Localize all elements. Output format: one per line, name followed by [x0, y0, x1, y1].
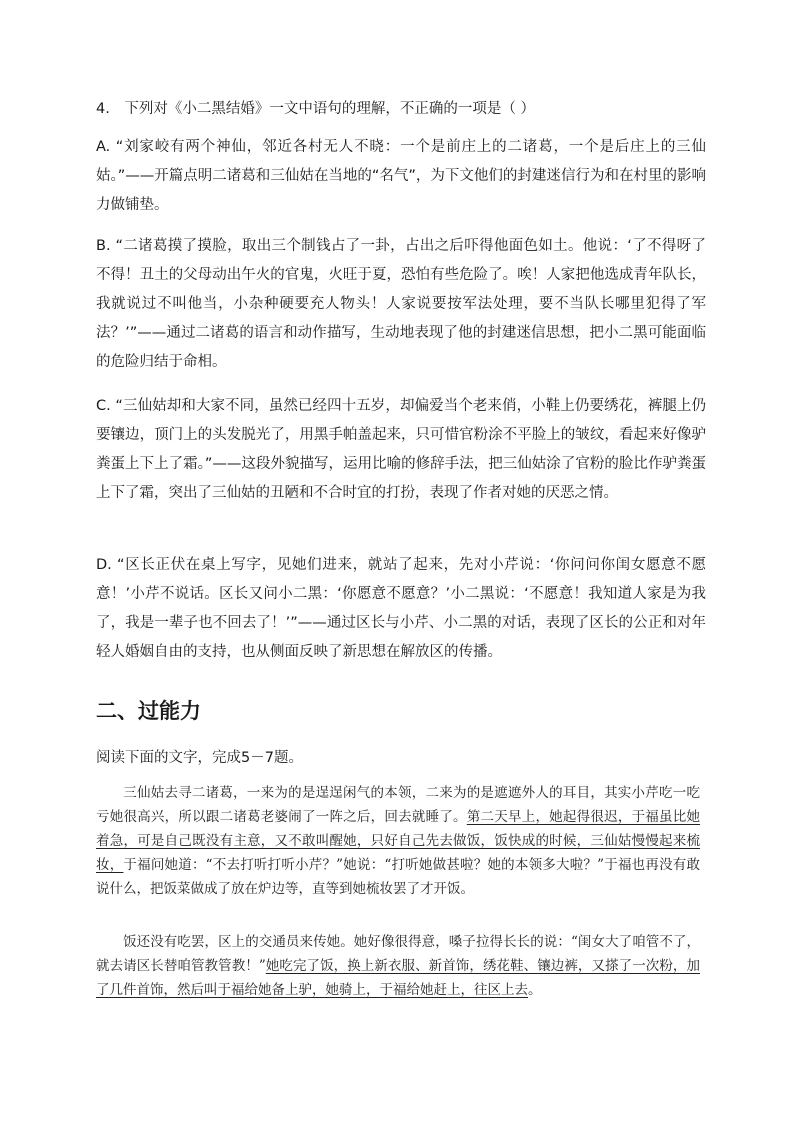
- underlined-text: 她吃完了饭，换上新衣服、新首饰，绣花鞋、镶边裤，又搽了一次粉，加了几件首饰，然后叫于福给她备上驴，她骑上，于福给她赶上，往区上去: [96, 958, 700, 998]
- section-heading: 二、过能力: [96, 699, 201, 723]
- passage-text: 饭还没有吃罢，区上的交通员来传她。她好像很得意，嗓子拉得长长的说：“闺女大了咱管不了，就去请区长替咱管教管教！”: [96, 934, 700, 974]
- option-b: B. “二诸葛摸了摸脸，取出三个制钱占了一卦，占出之后吓得他面色如土。他说：‘了不得呀了不得！丑土的父母动出午火的官鬼，火旺于夏，恐怕有些危险了。唉！人家把他选成青年队长，我就说过不叫他当，小杂种硬要充人物头！人家说要按军法处理，要不当队长哪里犯得了军法？’”——通过二诸葛的语言和动作描写，生动地表现了他的封建迷信思想，把小二黑可能面临的危险归结于命相。: [96, 238, 706, 370]
- option-c: C. “三仙姑却和大家不同，虽然已经四十五岁，却偏爱当个老来俏，小鞋上仍要绣花，裤腿上仍要镶边，顶门上的头发脱光了，用黑手帕盖起来，只可惜官粉涂不平脸上的皱纹，看起来好像驴粪蛋上下上了霜。”——这段外貌描写，运用比喻的修辞手法，把三仙姑涂了官粉的脸比作驴粪蛋上下了霜，突出了三仙姑的丑陋和不合时宜的打扮，表现了作者对她的厌恶之情。: [96, 398, 706, 501]
- underlined-text: 第二天早上，她起得很迟，于福虽比她着急，可是自己既没有主意，又不敢叫醒她，只好自己先去做饭，饭快成的时候，三仙姑慢慢起来梳妆，: [96, 809, 701, 873]
- reading-instruction: 阅读下面的文字，完成5－7题。: [96, 750, 303, 766]
- question-4-title: 4. 下列对《小二黑结婚》一文中语句的理解，不正确的一项是（ ）: [96, 101, 535, 117]
- passage-text: 于福问她道：“不去打听打听小芹？”她说：“打听她做甚啦？她的本领多大啦？”于福也再没有敢说什么，把饭菜做成了放在炉边等，直等到她梳妆罢了才开饭。: [96, 857, 701, 897]
- option-a: A. “刘家峧有两个神仙，邻近各村无人不晓：一个是前庄上的二诸葛，一个是后庄上的三仙姑。”——开篇点明二诸葛和三仙姑在当地的“名气”，为下文他们的封建迷信行为和在村里的影响力做铺垫。: [96, 139, 706, 213]
- passage-paragraph-1: [96, 781, 700, 901]
- passage-paragraph-2: [96, 930, 700, 1002]
- option-d: D. “区长正伏在桌上写字，见她们进来，就站了起来，先对小芹说：‘你问问你闺女愿意不愿意！’小芹不说话。区长又问小二黑：‘你愿意不愿意？’小二黑说：‘不愿意！我知道人家是为我了，我是一辈子也不回去了！’”——通过区长与小芹、小二黑的对话，表现了区长的公正和对年轻人婚姻自由的支持，也从侧面反映了新思想在解放区的传播。: [96, 557, 706, 660]
- passage-text: 三仙姑去寻二诸葛，一来为的是逞逞闲气的本领，二来为的是遮遮外人的耳目，其实小芹吃一吃亏她很高兴，所以跟二诸葛老婆闹了一阵之后，回去就睡了。: [96, 785, 700, 825]
- passage-text: 。: [528, 982, 542, 998]
